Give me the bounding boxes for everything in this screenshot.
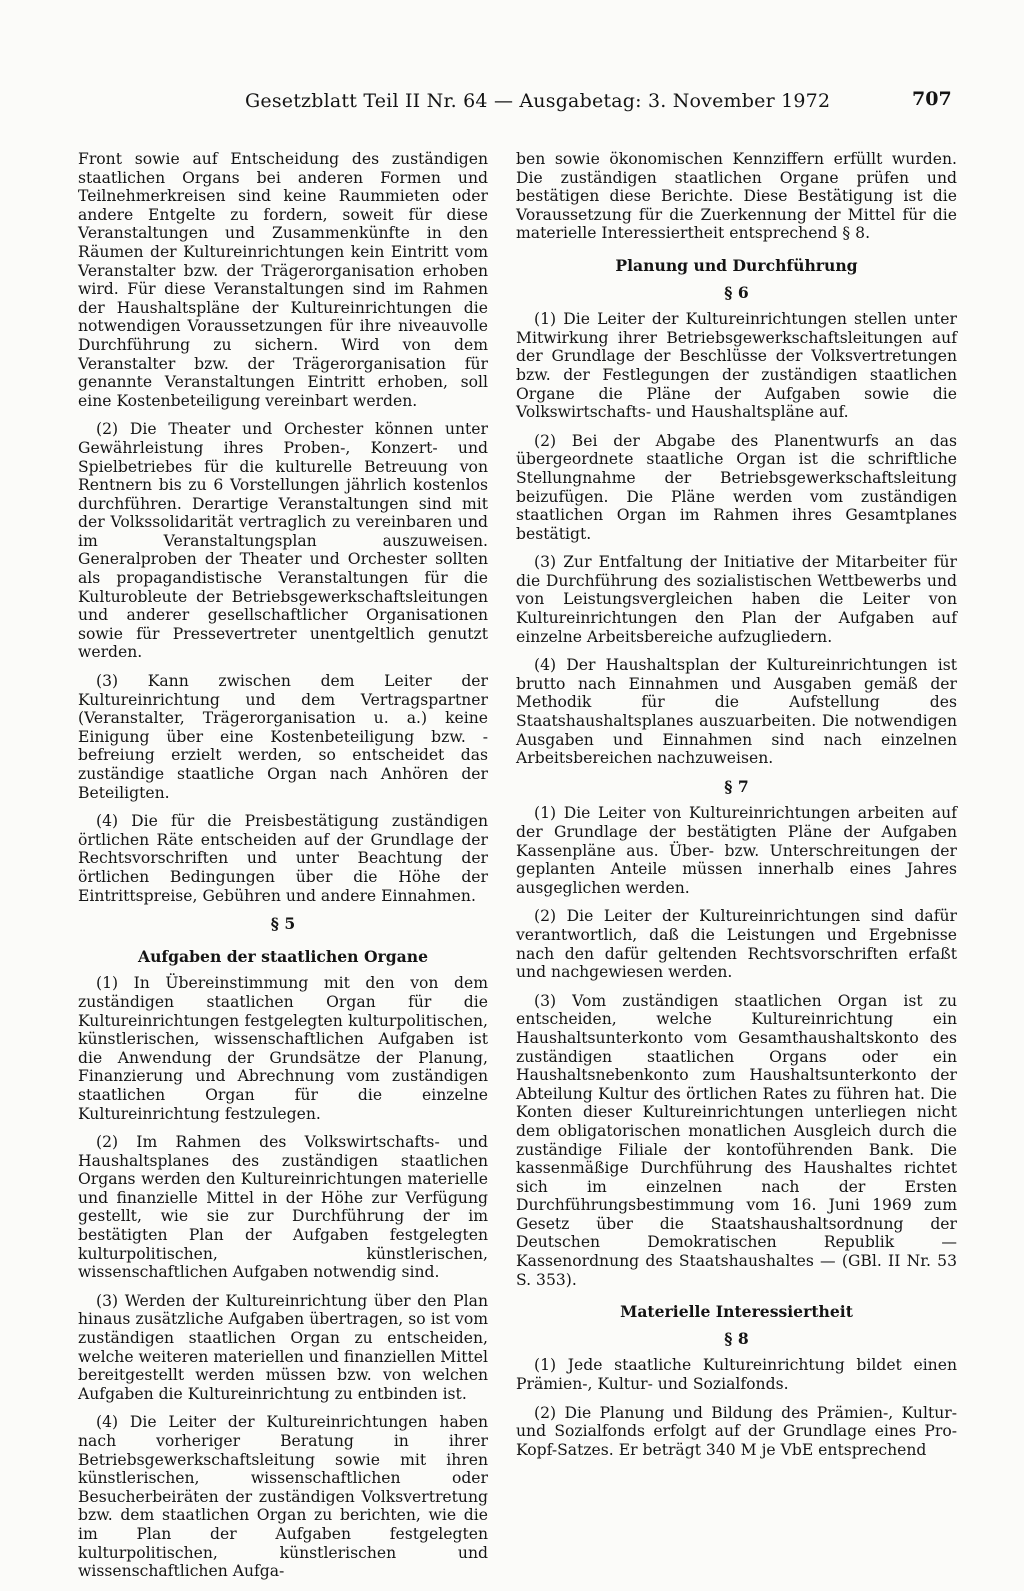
paragraph: (3) Vom zuständigen staatlichen Organ ist zu entscheiden, welche Kultureinrichtung ein Haushaltsunterkonto vom Gesamthaushaltskonto des zuständigen staatlichen Organs oder ein Haushaltsnebenkonto zum Haushaltsunterkonto der Abteilung Kultur des örtlichen Rates zu führen hat. Die Konten dieser Kultureinrichtungen unterliegen nicht dem obligatorischen monatlichen Ausgleich durch die zuständige Filiale der kontoführenden Bank. Die kassenmäßige Durchführung des Haushaltes richtet sich im einzelnen nach der Ersten Durchführungsbestimmung vom 16. Juni 1969 zum Gesetz über die Staatshaushaltsordnung der Deutschen Demokratischen Republik — Kassenordnung des Staatshaushaltes — (GBl. II Nr. 53 S. 353).: [516, 991, 957, 1289]
paragraph: (1) Die Leiter von Kultureinrichtungen arbeiten auf der Grundlage der bestätigten Pläne der Aufgaben Kassenpläne aus. Über- bzw. Unterschreitungen der geplanten Anteile müssen innerhalb eines Jahres ausgeglichen werden.: [516, 804, 957, 897]
section-heading: Aufgaben der staatlichen Organe: [137, 946, 429, 966]
paragraph: (2) Die Theater und Orchester können unter Gewährleistung ihres Proben-, Konzert- und Spielbetriebes für die kulturelle Betreuung von Rentnern bis zu 6 Vorstellungen jährlich kostenlos durchführen. Derartige Veranstaltungen sind mit der Volkssolidarität vertraglich zu vereinbaren und im Veranstaltungsplan auszuweisen. Generalproben der Theater und Orchester sollten als propagandistische Veranstaltungen für die Kulturobleute der Betriebsgewerkschaftsleitungen und anderer gesellschaftlicher Organisationen sowie für Pressevertreter unentgeltlich genutzt werden.: [78, 420, 488, 662]
paragraph: (3) Zur Entfaltung der Initiative der Mitarbeiter für die Durchführung des sozialistischen Wettbewerbs und von Leistungsvergleichen haben die Leiter von Kultureinrichtungen den Plan der Aufgaben auf einzelne Arbeitsbereiche aufzugliedern.: [516, 553, 957, 646]
section-heading: Materielle Interessiertheit: [620, 1302, 853, 1322]
paragraph: (2) Im Rahmen des Volkswirtschafts- und Haushaltsplanes des zuständigen staatlichen Organs werden den Kultureinrichtungen materielle und finanzielle Mittel in der Höhe zur Verfügung gestellt, wie sie zur Durchführung der im bestätigten Plan der Aufgaben festgelegten kulturpolitischen, künstlerischen, wissenschaftlichen Aufgaben notwendig sind.: [78, 1133, 488, 1282]
paragraph: (1) In Übereinstimmung mit den von dem zuständigen staatlichen Organ für die Kultureinrichtungen festgelegten kulturpolitischen, künstlerischen, wissenschaftlichen Aufgaben ist die Anwendung der Grundsätze der Planung, Finanzierung und Abrechnung vom zuständigen staatlichen Organ für die einzelne Kultureinrichtung festzulegen.: [78, 974, 488, 1123]
paragraph: (3) Kann zwischen dem Leiter der Kultureinrichtung und dem Vertragspartner (Veranstalter, Trägerorganisation u. a.) keine Einigung über eine Kostenbeteiligung bzw. -befreiung erzielt werden, so entscheidet das zuständige staatliche Organ nach Anhören der Beteiligten.: [78, 672, 488, 802]
paragraph: (2) Bei der Abgabe des Planentwurfs an das übergeordnete staatliche Organ ist die schriftliche Stellungnahme der Betriebsgewerkschaftsleitung beizufügen. Die Pläne werden vom zuständigen staatlichen Organ im Rahmen ihres Gesamtplanes bestätigt.: [516, 431, 957, 543]
paragraph: Front sowie auf Entscheidung des zuständigen staatlichen Organs bei anderen Formen und Teilnehmerkreisen sind keine Raummieten oder andere Entgelte zu fordern, soweit für diese Veranstaltungen und Zusammenkünfte in den Räumen der Kultureinrichtungen kein Eintritt vom Veranstalter bzw. der Trägerorganisation erhoben wird. Für diese Veranstaltungen sind im Rahmen der Haushaltspläne der Kultureinrichtungen die notwendigen Voraussetzungen für ihre niveauvolle Durchführung zu sichern. Wird von dem Veranstalter bzw. der Trägerorganisation für genannte Veranstaltungen Eintritt erhoben, soll eine Kostenbeteiligung vereinbart werden.: [78, 150, 488, 410]
page-header: [0, 86, 1024, 116]
page-number: 707: [912, 88, 952, 110]
paragraph: (4) Der Haushaltsplan der Kultureinrichtungen ist brutto nach Einnahmen und Ausgaben gemäß der Methodik für die Aufstellung des Staatshaushaltsplanes auszuarbeiten. Die notwendigen Ausgaben und Einnahmen sind nach einzelnen Arbeitsbereichen nachzuweisen.: [516, 656, 957, 768]
section-number: § 8: [724, 1328, 749, 1348]
paragraph: (4) Die Leiter der Kultureinrichtungen haben nach vorheriger Beratung in ihrer Betriebsgewerkschaftsleitung sowie mit ihren künstlerischen, wissenschaftlichen oder Besucherbeiräten der zuständigen Volksvertretung bzw. dem staatlichen Organ zu berichten, wie die im Plan der Aufgaben festgelegten kulturpolitischen, künstlerischen und wissenschaftlichen Aufga-: [78, 1413, 488, 1581]
header-title: Gesetzblatt Teil II Nr. 64 — Ausgabetag: 3. November 1972: [245, 90, 831, 112]
paragraph: (1) Die Leiter der Kultureinrichtungen stellen unter Mitwirkung ihrer Betriebsgewerkschaftsleitungen auf der Grundlage der Beschlüsse der Volksvertretungen bzw. der Festlegungen der zuständigen staatlichen Organe die Pläne der Aufgaben sowie die Volkswirtschafts- und Haushaltspläne auf.: [516, 310, 957, 422]
paragraph: (2) Die Leiter der Kultureinrichtungen sind dafür verantwortlich, daß die Leistungen und Ergebnisse nach den dafür geltenden Rechtsvorschriften erfaßt und nachgewiesen werden.: [516, 907, 957, 982]
paragraph: (3) Werden der Kultureinrichtung über den Plan hinaus zusätzliche Aufgaben übertragen, so ist vom zuständigen staatlichen Organ zu entscheiden, welche weiteren materiellen und finanziellen Mittel bereitgestellt werden müssen bzw. von welchen Aufgaben die Kultureinrichtung zu entbinden ist.: [78, 1291, 488, 1403]
section-number: § 5: [270, 914, 296, 934]
section-heading: Planung und Durchführung: [615, 255, 858, 275]
paragraph: ben sowie ökonomischen Kennziffern erfüllt wurden. Die zuständigen staatlichen Organe prüfen und bestätigen diese Berichte. Diese Bestätigung ist die Voraussetzung für die Zuerkennung der Mittel für die materielle Interessiertheit entsprechend § 8.: [516, 150, 957, 243]
right-column: [516, 150, 957, 1469]
left-column: [78, 150, 488, 1591]
section-number: § 6: [724, 282, 749, 302]
paragraph: (2) Die Planung und Bildung des Prämien-, Kultur- und Sozialfonds erfolgt auf der Grundlage eines Pro-Kopf-Satzes. Er beträgt 340 M je VbE entsprechend: [516, 1403, 957, 1459]
paragraph: (1) Jede staatliche Kultureinrichtung bildet einen Prämien-, Kultur- und Sozialfonds.: [516, 1356, 957, 1394]
section-number: § 7: [724, 776, 749, 796]
paragraph: (4) Die für die Preisbestätigung zuständigen örtlichen Räte entscheiden auf der Grundlage der Rechtsvorschriften und unter Beachtung der örtlichen Bedingungen über die Höhe der Eintrittspreise, Gebühren und andere Einnahmen.: [78, 812, 488, 905]
